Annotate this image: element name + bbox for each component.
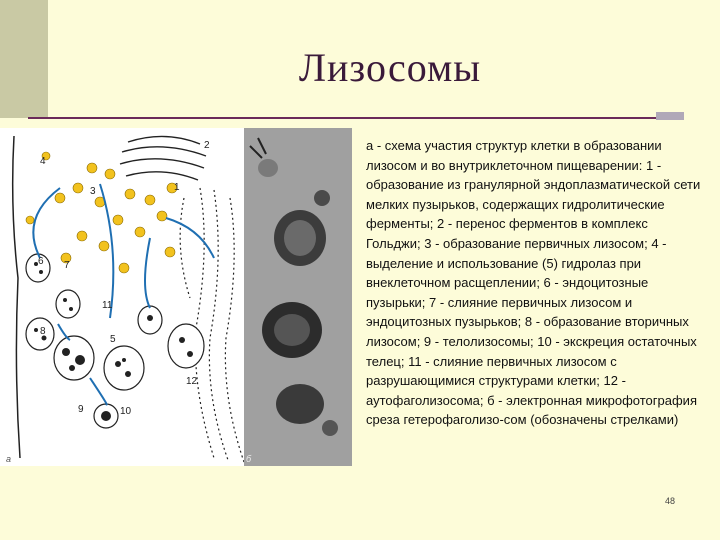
figure-caption: а - схема участия структур клетки в образовании лизосом и во внутриклеточном пищеварении: 1 - образование из гранулярной эндоплазматической сети мелких пузырьков, содержащих гидролитические ферменты; 2 - перенос ферментов в комплекс Гольджи; 3 - образование первичных лизосом; 4 - выделение и использование (5) гидролаз при внеклеточном расщеплении; 6 - эндоцитозные пузырьки; 7 - слияние первичных лизосом и эндоцитозных пузырьков; 8 - образование вторичных лизосом; 9 - телолизосомы; 10 - экскреция остаточных телец; 11 - слияние первичных лизосом с разрушающимися структурами клетки; 12 - аутофаголизосома; б - электронная микрофотография среза гетерофаголизо-сом (обозначены стрелками) — [366, 138, 701, 428]
diagram-label-8: 8 — [40, 326, 46, 337]
lysosome-figure — [0, 128, 352, 466]
golgi-complex-drawing — [120, 136, 206, 180]
panel-b-label: б — [246, 454, 252, 464]
diagram-label-1: 1 — [174, 182, 180, 193]
diagram-label-11: 11 — [102, 300, 113, 311]
title-divider-accent — [656, 112, 684, 120]
electron-micrograph — [244, 128, 352, 466]
page-number: 48 — [665, 496, 676, 506]
diagram-label-3: 3 — [90, 186, 96, 197]
title-divider — [28, 117, 678, 119]
primary-lysosome-vesicles — [26, 152, 177, 273]
diagram-label-4: 4 — [40, 156, 46, 167]
diagram-label-2: 2 — [204, 140, 210, 151]
diagram-label-10: 10 — [120, 406, 132, 417]
panel-a-label: а — [6, 454, 12, 464]
diagram-label-5: 5 — [110, 334, 116, 345]
slide-title: Лизосомы — [298, 45, 482, 90]
left-decorative-bar — [0, 0, 48, 118]
diagram-label-6: 6 — [38, 256, 44, 267]
diagram-label-7: 7 — [64, 260, 70, 271]
schematic-diagram — [6, 136, 244, 464]
diagram-label-12: 12 — [186, 376, 198, 387]
diagram-label-9: 9 — [78, 404, 84, 415]
